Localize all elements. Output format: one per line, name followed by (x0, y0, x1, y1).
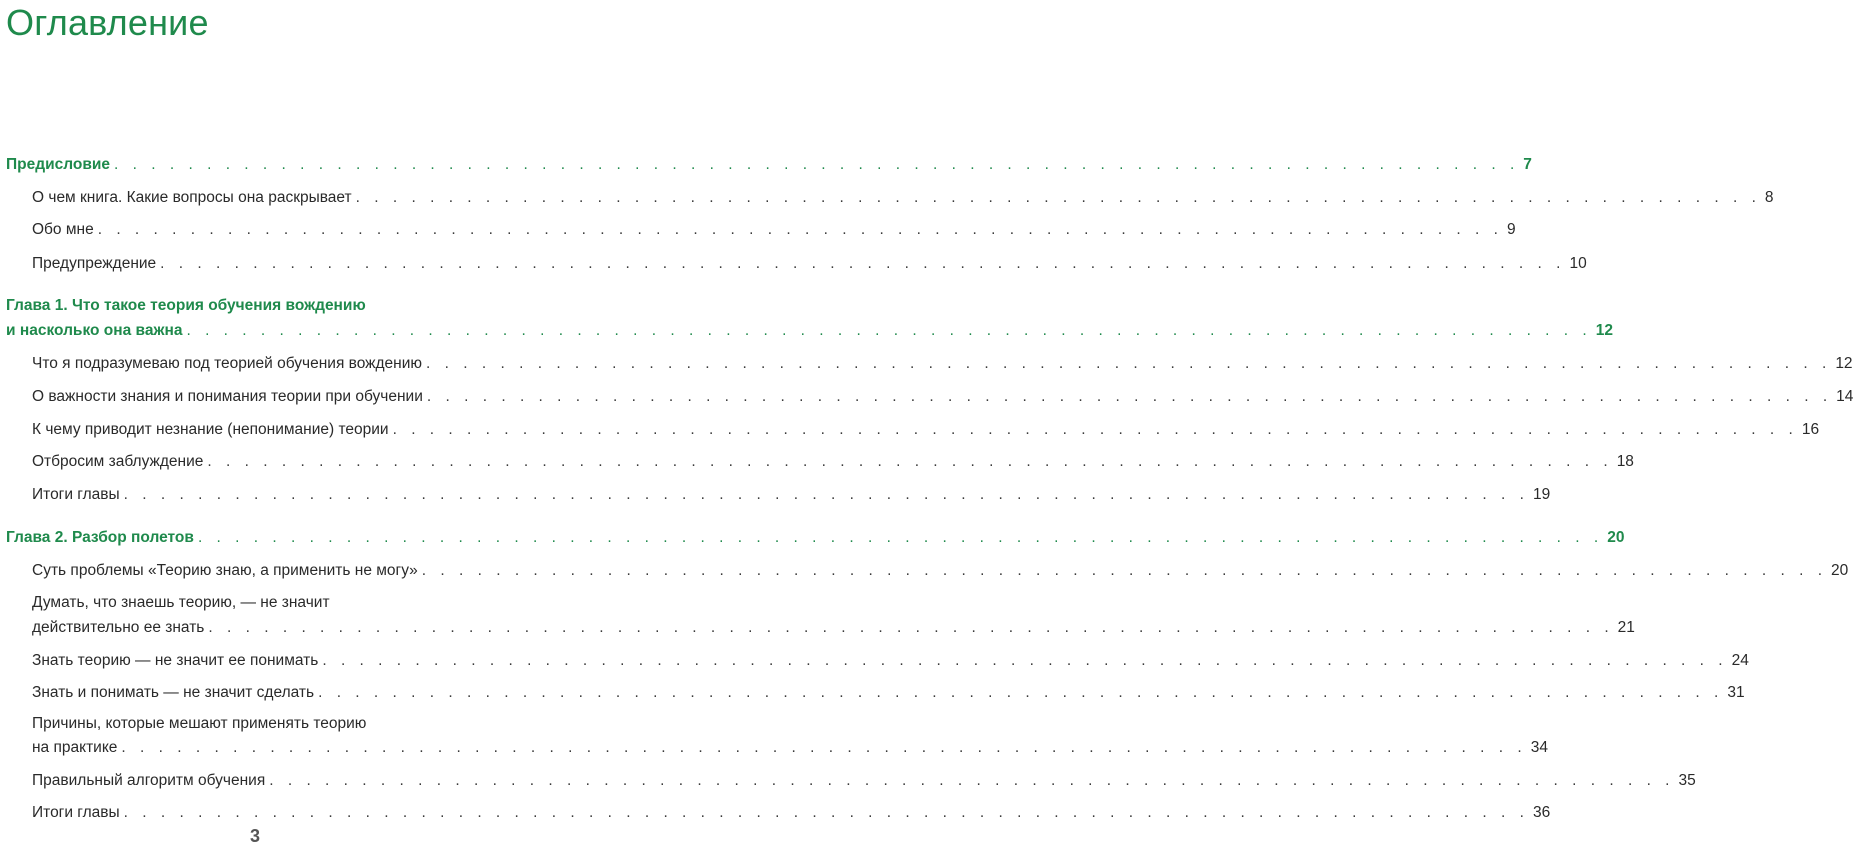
toc-entry-label: Итоги главы (32, 486, 120, 503)
toc-entry-label: Знать теорию — не значит ее понимать (32, 652, 319, 669)
toc-entry-label: О важности знания и понимания теории при обучении (32, 388, 423, 405)
toc-entry-label-line: Причины, которые мешают применять теорию (32, 715, 367, 732)
toc-entry-label: О чем книга. Какие вопросы она раскрывает (32, 189, 352, 206)
toc-entry-page: 12 (1835, 355, 1853, 372)
toc-entry-page: 16 (1801, 421, 1820, 438)
toc-entry[interactable] (32, 452, 1634, 472)
dot-leader: . . . . . . . . . . . . . . . . . . . . . . . . . . . . . . . . . . . . . . . . . . . . . . . . . . . . . . . . . . . . . . . . . . . . . . . . . . . . (208, 619, 1614, 636)
toc-entry-page: 7 (1523, 156, 1532, 173)
dot-leader: . . . . . . . . . . . . . . . . . . . . . . . . . . . . . . . . . . . . . . . . . . . . . . . . . . . . . . . . . . . . . . . . . . . . . . . . . . . . (426, 388, 1833, 405)
toc-entry[interactable] (32, 220, 1516, 240)
dot-leader: . . . . . . . . . . . . . . . . . . . . . . . . . . . . . . . . . . . . . . . . . . . . . . . . . . . . . . . . . . . . . . . . . . . . . . . . . . . . (114, 156, 1520, 173)
toc-entry-page: 19 (1532, 486, 1551, 503)
toc-entry-page: 10 (1569, 255, 1587, 272)
toc-entry-row (32, 618, 1635, 638)
page-number: 3 (249, 826, 260, 846)
toc-entry[interactable] (32, 354, 1853, 374)
toc-entry[interactable] (32, 561, 1849, 581)
toc-entry-label-line: Глава 1. Что такое теория обучения вождению (6, 297, 366, 314)
toc-entry[interactable] (32, 683, 1745, 703)
dot-leader: . . . . . . . . . . . . . . . . . . . . . . . . . . . . . . . . . . . . . . . . . . . . . . . . . . . . . . . . . . . . . . . . . . . . . . . . . . . . (207, 453, 1613, 470)
toc-entry-label: Суть проблемы «Теорию знаю, а применить не могу» (32, 562, 418, 579)
toc-entry-page: 21 (1617, 619, 1635, 636)
toc-entry-label: Правильный алгоритм обучения (32, 772, 266, 789)
toc-entry-label: Что я подразумеваю под теорией обучения вождению (32, 355, 423, 372)
toc-entry-preface[interactable] (6, 155, 1532, 175)
dot-leader: . . . . . . . . . . . . . . . . . . . . . . . . . . . . . . . . . . . . . . . . . . . . . . . . . . . . . . . . . . . . . . . . . . . . . . . . . . . . (97, 221, 1503, 238)
toc-entry-chapter-2[interactable] (6, 528, 1625, 548)
dot-leader: . . . . . . . . . . . . . . . . . . . . . . . . . . . . . . . . . . . . . . . . . . . . . . . . . . . . . . . . . . . . . . . . . . . . . . . . . . . . (322, 652, 1728, 669)
toc-entry-label: Отбросим заблуждение (32, 453, 204, 470)
toc-entry-label-line: Думать, что знаешь теорию, — не значит (32, 594, 330, 611)
toc-entry-page: 12 (1595, 322, 1613, 339)
dot-leader: . . . . . . . . . . . . . . . . . . . . . . . . . . . . . . . . . . . . . . . . . . . . . . . . . . . . . . . . . . . . . . . . . . . . . . . . . . . . (318, 684, 1724, 701)
dot-leader: . . . . . . . . . . . . . . . . . . . . . . . . . . . . . . . . . . . . . . . . . . . . . . . . . . . . . . . . . . . . . . . . . . . . . . . . . . . . (426, 355, 1832, 372)
toc-entry-label: действительно ее знать (32, 619, 205, 636)
toc-entry-row (32, 738, 1548, 758)
toc-entry-page: 20 (1607, 529, 1625, 546)
toc-entry-label: на практике (32, 739, 118, 756)
dot-leader: . . . . . . . . . . . . . . . . . . . . . . . . . . . . . . . . . . . . . . . . . . . . . . . . . . . . . . . . . . . . . . . . . . . . . . . . . . . . (421, 562, 1828, 579)
toc-entry-page: 34 (1530, 739, 1548, 756)
toc-entry-label: К чему приводит незнание (непонимание) теории (32, 421, 389, 438)
dot-leader: . . . . . . . . . . . . . . . . . . . . . . . . . . . . . . . . . . . . . . . . . . . . . . . . . . . . . . . . . . . . . . . . . . . . . . . . . . . . (392, 421, 1798, 438)
toc-entry-page: 18 (1616, 453, 1634, 470)
toc-entry[interactable] (32, 254, 1587, 274)
toc-entry[interactable] (32, 651, 1749, 671)
toc-entry-label: Знать и понимать — не значит сделать (32, 684, 315, 701)
toc-entry[interactable] (32, 188, 1774, 208)
toc-entry[interactable] (32, 771, 1696, 791)
toc-entry-page: 14 (1836, 388, 1853, 405)
toc-entry-label: Итоги главы (32, 804, 120, 821)
toc-entry-row (6, 321, 1613, 341)
toc-entry[interactable] (32, 387, 1853, 407)
dot-leader: . . . . . . . . . . . . . . . . . . . . . . . . . . . . . . . . . . . . . . . . . . . . . . . . . . . . . . . . . . . . . . . . . . . . . . . . . . . . (123, 804, 1529, 821)
toc-entry-label: и насколько она важна (6, 322, 183, 339)
dot-leader: . . . . . . . . . . . . . . . . . . . . . . . . . . . . . . . . . . . . . . . . . . . . . . . . . . . . . . . . . . . . . . . . . . . . . . . . . . . . (160, 255, 1566, 272)
toc-entry-label: Предисловие (6, 156, 111, 173)
toc-entry-page: 31 (1727, 684, 1745, 701)
toc-entry-page: 36 (1532, 804, 1551, 821)
dot-leader: . . . . . . . . . . . . . . . . . . . . . . . . . . . . . . . . . . . . . . . . . . . . . . . . . . . . . . . . . . . . . . . . . . . . . . . . . . . . (269, 772, 1675, 789)
dot-leader: . . . . . . . . . . . . . . . . . . . . . . . . . . . . . . . . . . . . . . . . . . . . . . . . . . . . . . . . . . . . . . . . . . . . . . . . . . . . (197, 529, 1604, 546)
toc-entry-page: 20 (1831, 562, 1849, 579)
toc-entry-page: 8 (1764, 189, 1774, 206)
toc-entry-page: 24 (1731, 652, 1749, 669)
dot-leader: . . . . . . . . . . . . . . . . . . . . . . . . . . . . . . . . . . . . . . . . . . . . . . . . . . . . . . . . . . . . . . . . . . . . . . . . . . . . (121, 739, 1527, 756)
dot-leader: . . . . . . . . . . . . . . . . . . . . . . . . . . . . . . . . . . . . . . . . . . . . . . . . . . . . . . . . . . . . . . . . . . . . . . . . . . . . (355, 189, 1761, 206)
toc-entry-page: 9 (1506, 221, 1516, 238)
toc-entry[interactable] (32, 485, 1551, 505)
dot-leader: . . . . . . . . . . . . . . . . . . . . . . . . . . . . . . . . . . . . . . . . . . . . . . . . . . . . . . . . . . . . . . . . . . . . . . . . . . . . (123, 486, 1529, 503)
page-title: Оглавление (6, 2, 209, 43)
dot-leader: . . . . . . . . . . . . . . . . . . . . . . . . . . . . . . . . . . . . . . . . . . . . . . . . . . . . . . . . . . . . . . . . . . . . . . . . . . . . (186, 322, 1592, 339)
toc-entry[interactable] (32, 420, 1820, 440)
toc-entry[interactable] (32, 803, 1551, 823)
toc-entry-page: 35 (1678, 772, 1696, 789)
toc-entry-label: Предупреждение (32, 255, 157, 272)
toc-entry-label: Глава 2. Разбор полетов (6, 529, 194, 546)
toc-entry-label: Обо мне (32, 221, 94, 238)
